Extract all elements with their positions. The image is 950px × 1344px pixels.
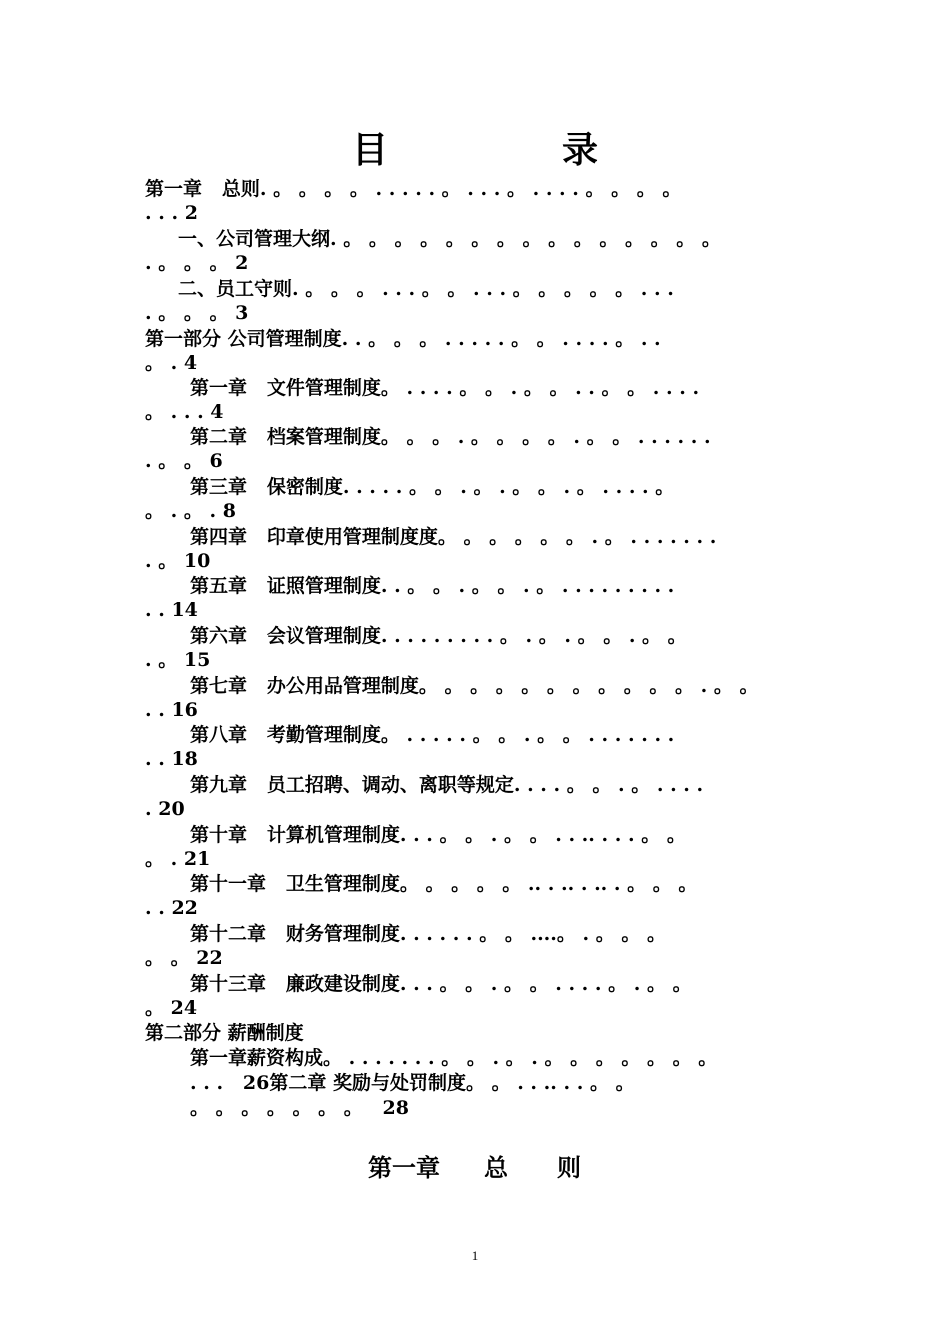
toc-entry-cont[interactable]: . . . 2 bbox=[145, 202, 198, 224]
toc-entry-cont[interactable]: . 。 15 bbox=[145, 649, 211, 671]
toc-entry-cont[interactable]: . . 14 bbox=[145, 599, 198, 621]
toc-entry-cont[interactable]: 。 。 22 bbox=[145, 947, 223, 969]
toc-entry-main[interactable]: 第一部分 公司管理制度. . 。 。 。 . . . . . 。 。 . . . . 。 . . bbox=[145, 328, 661, 350]
toc-entry-cont[interactable]: . 。 。 。 3 bbox=[145, 302, 249, 324]
page-number: 1 bbox=[471, 1248, 479, 1263]
chapter-heading-word-2: 则 bbox=[557, 1153, 581, 1182]
toc-entry-cont[interactable]: . 。 。 6 bbox=[145, 450, 223, 472]
toc-entry-cont[interactable]: 。 . 。 . 8 bbox=[145, 500, 236, 522]
toc-entry-main[interactable]: 第八章 考勤管理制度。 . . . . . 。 。 . 。 。 . . . . . . . bbox=[190, 724, 675, 746]
toc-entry-main[interactable]: 第四章 印章使用管理制度度。 。 。 。 。 。 . 。 . . . . . . . bbox=[190, 526, 717, 548]
toc-entry-main[interactable]: 第二章 档案管理制度。 。 。 . 。 。 。 。 . 。 。 . . . . . . bbox=[190, 426, 711, 448]
toc-entry-cont[interactable]: 。 24 bbox=[145, 997, 198, 1019]
toc-entry-main[interactable]: 二、员工守则. 。 。 。 . . . 。 。 . . . 。 。 。 。 。 . . . bbox=[178, 278, 674, 300]
toc-entry-main[interactable]: 第三章 保密制度. . . . . 。 。 . 。 . 。 。 . 。 . . . . 。 bbox=[190, 476, 675, 498]
toc-entry-cont[interactable]: 。 . . . 4 bbox=[145, 401, 224, 423]
toc-entry-cont[interactable]: . . 18 bbox=[145, 748, 198, 770]
toc-title-char-2: 录 bbox=[562, 129, 599, 171]
toc-entry-main[interactable]: 第九章 员工招聘、调动、离职等规定. . . . 。 。 . 。 . . . . bbox=[190, 774, 704, 796]
toc-entry-main[interactable]: 第十一章 卫生管理制度。 。 。 。 。 .. . .. . .. . 。 。 。 bbox=[190, 873, 698, 895]
toc-entry-main[interactable]: 第七章 办公用品管理制度。 。 。 。 。 。 。 。 。 。 。 . 。 。 bbox=[190, 675, 759, 697]
toc-entry-cont[interactable]: 。 。 。 。 。 。 。 28 bbox=[190, 1097, 409, 1119]
toc-entry-cont[interactable]: . . 22 bbox=[145, 897, 198, 919]
toc-title-char-1: 目 bbox=[352, 129, 389, 171]
chapter-heading-number: 第一章 bbox=[368, 1153, 440, 1182]
toc-entry-main[interactable]: 第五章 证照管理制度. . 。 。 . 。 。 . 。 . . . . . . . . . bbox=[190, 575, 675, 597]
toc-entry-cont[interactable]: . 20 bbox=[145, 798, 185, 820]
toc-entry-cont[interactable]: . . 16 bbox=[145, 699, 198, 721]
toc-entry-main[interactable]: 第十三章 廉政建设制度. . . 。 。 . 。 。 . . . . 。 . 。 。 bbox=[190, 973, 692, 995]
toc-entry-cont[interactable]: 。 . 4 bbox=[145, 352, 198, 374]
chapter-heading-word-1: 总 bbox=[484, 1153, 508, 1182]
chapter-heading bbox=[0, 1152, 950, 1186]
toc-entry-main[interactable]: 一、公司管理大纲. 。 。 。 。 。 。 。 。 。 。 。 。 。 。 。 bbox=[178, 228, 721, 250]
toc-entry-main[interactable]: 第一章 文件管理制度。 . . . . 。 。 . 。 。 . . 。 。 . . . . bbox=[190, 377, 700, 399]
toc-entry-main[interactable]: 第一章 总则. 。 。 。 。 . . . . . 。 . . . 。 . . . . 。 。 。 。 bbox=[145, 178, 682, 200]
toc-entry-main[interactable]: 第十章 计算机管理制度. . . 。 。 . 。 。 . . .. . . . 。 。 bbox=[190, 824, 686, 846]
toc-part-heading[interactable]: 第二部分 薪酬制度 bbox=[145, 1022, 304, 1044]
toc-entry-cont[interactable]: . 。 。 。 2 bbox=[145, 252, 249, 274]
toc-entry-cont[interactable]: 。 . 21 bbox=[145, 848, 211, 870]
toc-entry-main[interactable]: 第一章薪资构成。 . . . . . . . 。 。 . 。 . 。 。 。 。 。 。 。 bbox=[190, 1047, 718, 1069]
toc-entry-main[interactable]: 第十二章 财务管理制度. . . . . . 。 。 ....。 . 。 。 。 bbox=[190, 923, 666, 945]
toc-entry-main[interactable]: 第六章 会议管理制度. . . . . . . . . 。 . 。 . 。 。 . 。 。 bbox=[190, 625, 687, 647]
toc-entry-cont[interactable]: . . . 26第二章 奖励与处罚制度。 。 . . .. . . 。 。 bbox=[190, 1072, 635, 1094]
toc-entry-cont[interactable]: . 。 10 bbox=[145, 550, 211, 572]
toc-title bbox=[0, 130, 950, 174]
